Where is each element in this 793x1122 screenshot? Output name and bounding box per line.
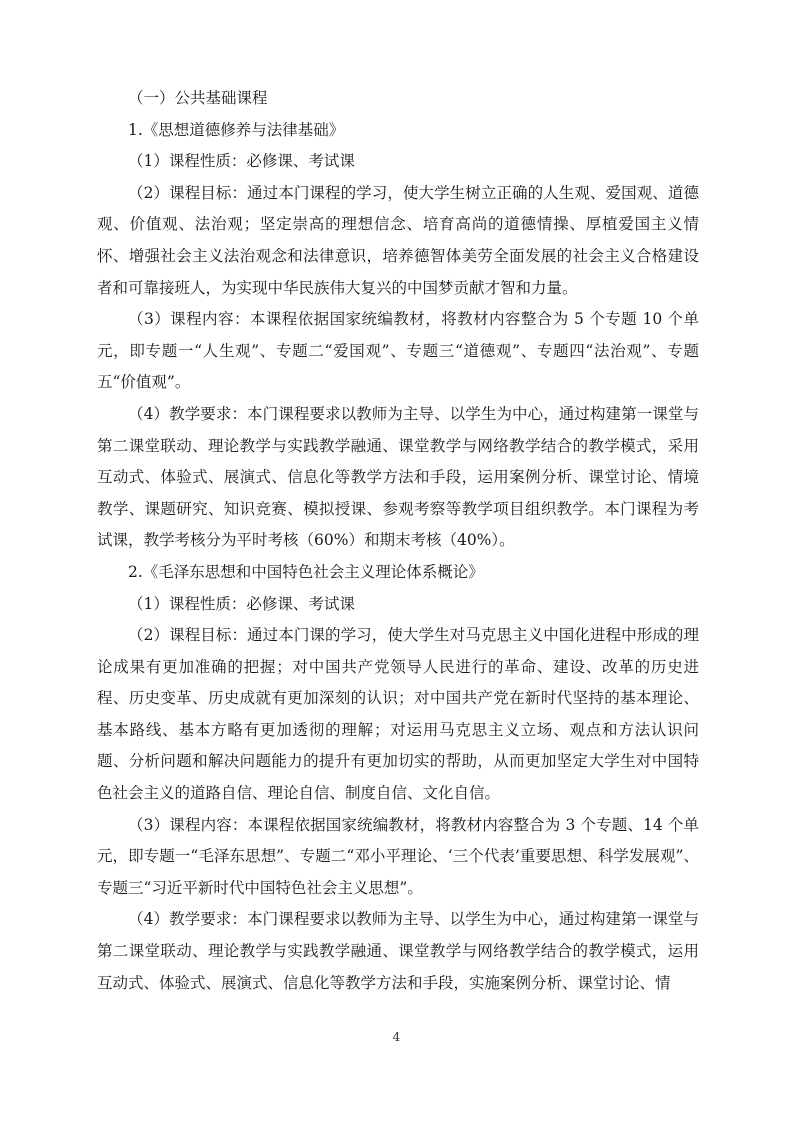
document-body [97,83,699,999]
course-1-nature: （1）课程性质：必修课、考试课 [128,152,355,171]
course-2-content: （3）课程内容：本课程依据国家统编教材，将教材内容整合为 3 个专题、14 个单元，即专题一“毛泽东思想”、专题二“邓小平理论、‘三个代表’重要思想、科学发展观”、专题三“习近平新时代中国特色社会主义思想”。 [97,815,699,897]
course-1-title: 1.《思想道德修养与法律基础》 [128,120,345,139]
course-1-goal: （2）课程目标：通过本门课程的学习，使大学生树立正确的人生观、爱国观、道德观、价值观、法治观；坚定崇高的理想信念、培育高尚的道德情操、厚植爱国主义情怀、增强社会主义法治观念和法律意识，培养德智体美劳全面发展的社会主义合格建设者和可靠接班人，为实现中华民族伟大复兴的中国梦贡献才智和力量。 [97,183,699,297]
page-number: 4 [392,1030,401,1044]
course-1-content: （3）课程内容：本课程依据国家统编教材，将教材内容整合为 5 个专题 10 个单元，即专题一“人生观”、专题二“爱国观”、专题三“道德观”、专题四“法治观”、专题五“价值观”。 [97,310,699,392]
section-heading: （一）公共基础课程 [128,89,268,107]
course-2-title: 2.《毛泽东思想和中国特色社会主义理论体系概论》 [128,562,484,581]
course-2-goal: （2）课程目标：通过本门课的学习，使大学生对马克思主义中国化进程中形成的理论成果有更加准确的把握；对中国共产党领导人民进行的革命、建设、改革的历史进程、历史变革、历史成就有更加深刻的认识；对中国共产党在新时代坚持的基本理论、基本路线、基本方略有更加透彻的理解；对运用马克思主义立场、观点和方法认识问题、分析问题和解决问题能力的提升有更加切实的帮助，从而更加坚定大学生对中国特色社会主义的道路自信、理论自信、制度自信、文化自信。 [97,626,699,803]
course-1-requirements: （4）教学要求：本门课程要求以教师为主导、以学生为中心，通过构建第一课堂与第二课堂联动、理论教学与实践教学融通、课堂教学与网络教学结合的教学模式，采用互动式、体验式、展演式、信息化等教学方法和手段，运用案例分析、课堂讨论、情境教学、课题研究、知识竞赛、模拟授课、参观考察等教学项目组织教学。本门课程为考试课，教学考核分为平时考核（60%）和期末考核（40%）。 [97,404,699,550]
course-2-requirements: （4）教学要求：本门课程要求以教师为主导、以学生为中心，通过构建第一课堂与第二课堂联动、理论教学与实践教学融通、课堂教学与网络教学结合的教学模式，运用互动式、体验式、展演式、信息化等教学方法和手段，实施案例分析、课堂讨论、情 [97,910,699,992]
course-2-nature: （1）课程性质：必修课、考试课 [128,594,355,613]
